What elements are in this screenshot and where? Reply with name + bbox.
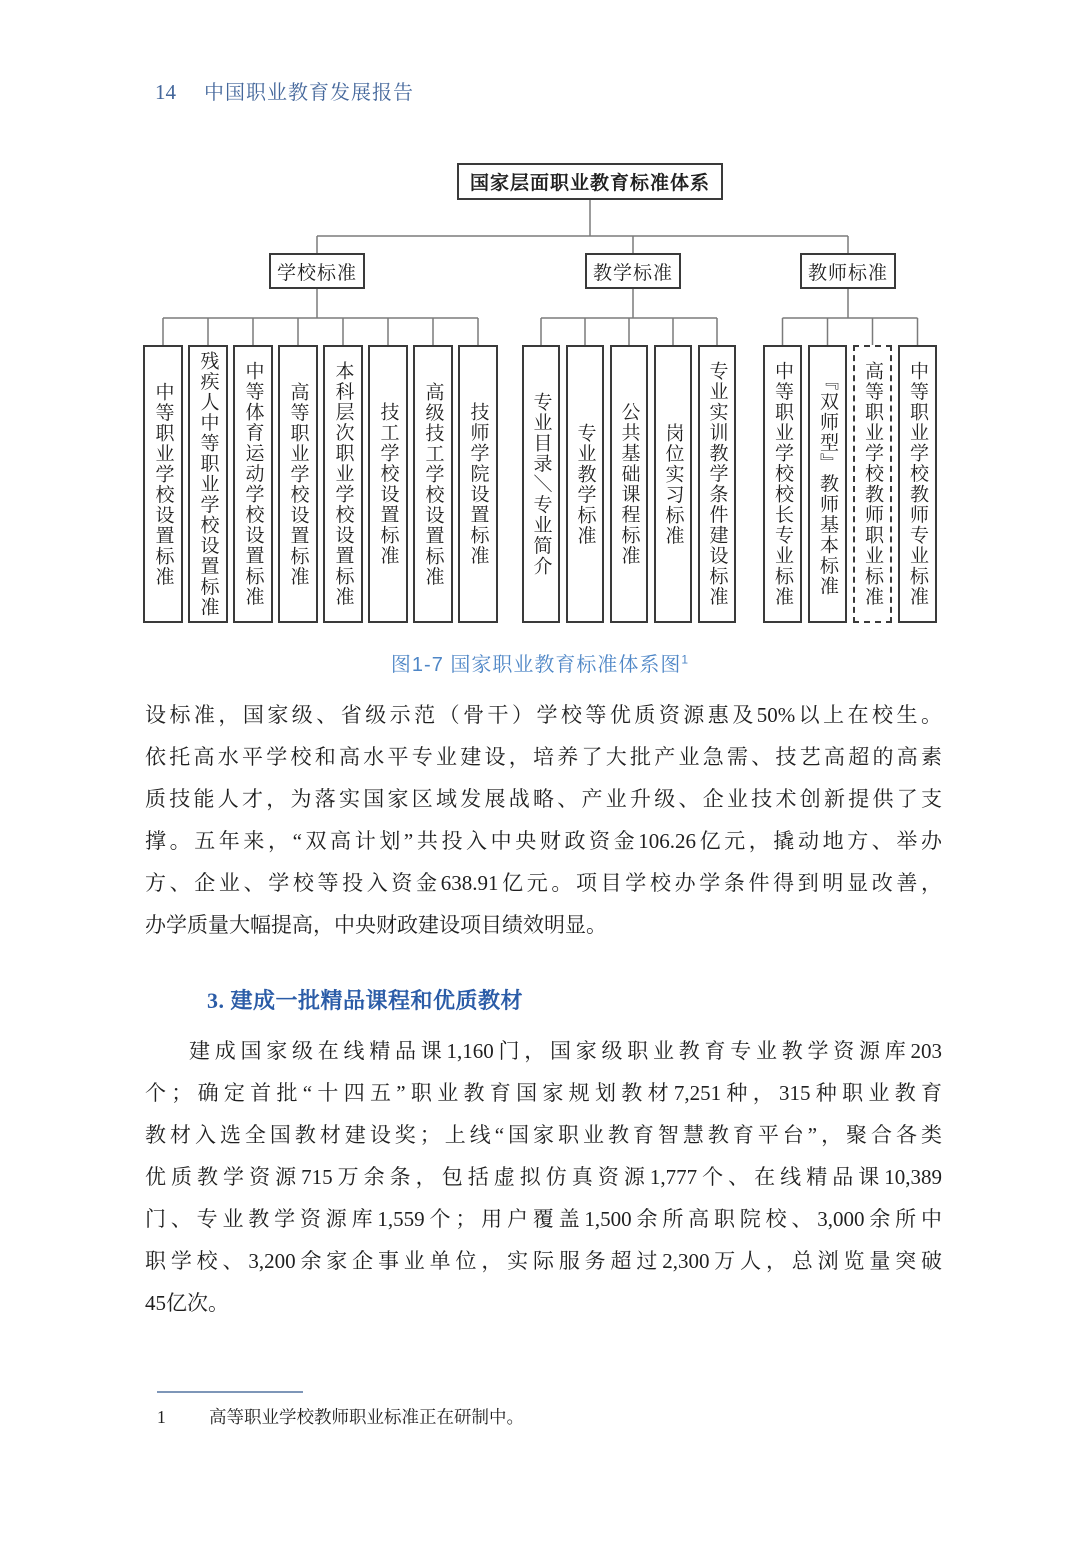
standard-leaf-box: 专业实训教学条件建设标准 bbox=[698, 345, 736, 623]
diagram-node-teaching-standards: 教学标准 bbox=[585, 253, 681, 289]
text-line: 个；确定首批“十四五”职业教育国家规划教材7,251种，315种职业教育 bbox=[145, 1081, 942, 1105]
diagram-root-node: 国家层面职业教育标准体系 bbox=[457, 163, 723, 200]
teaching-standards-group bbox=[522, 345, 736, 623]
teacher-standards-group bbox=[763, 345, 937, 623]
standard-leaf-box: 本科层次职业学校设置标准 bbox=[323, 345, 363, 623]
standard-leaf-box: 高级技工学校设置标准 bbox=[413, 345, 453, 623]
diagram-node-school-standards: 学校标准 bbox=[269, 253, 365, 289]
text-line: 设标准，国家级、省级示范（骨干）学校等优质资源惠及50%以上在校生。 bbox=[145, 703, 942, 727]
figure-caption: 图1-7 国家职业教育标准体系图$^1$ bbox=[390, 652, 690, 676]
paragraph-2 bbox=[145, 1030, 942, 1324]
page-number: 14 bbox=[155, 80, 176, 104]
footnote-rule bbox=[157, 1391, 303, 1393]
footnote-text: 高等职业学校教师职业标准正在研制中。 bbox=[209, 1407, 524, 1427]
report-title: 中国职业教育发展报告 bbox=[204, 82, 414, 104]
section-heading: 3. 建成一批精品课程和优质教材 bbox=[207, 988, 524, 1013]
standard-leaf-box: 岗位实习标准 bbox=[654, 345, 692, 623]
school-standards-group bbox=[143, 345, 498, 623]
standard-leaf-box: 公共基础课程标准 bbox=[610, 345, 648, 623]
standard-leaf-box: 专业目录＼专业简介 bbox=[522, 345, 560, 623]
standard-leaf-box: 技师学院设置标准 bbox=[458, 345, 498, 623]
text-line: 撑。五年来，“双高计划”共投入中央财政资金106.26亿元，撬动地方、举办 bbox=[145, 829, 942, 853]
standard-leaf-box: 高等职业学校教师职业标准 bbox=[853, 345, 892, 623]
standards-system-diagram bbox=[0, 0, 1080, 645]
standard-leaf-box: 中等职业学校设置标准 bbox=[143, 345, 183, 623]
text-line: 教材入选全国教材建设奖；上线“国家职业教育智慧教育平台”，聚合各类 bbox=[145, 1123, 942, 1147]
standard-leaf-box: 『双师型』教师基本标准 bbox=[808, 345, 847, 623]
text-line: 优质教学资源715万余条，包括虚拟仿真资源1,777个、在线精品课10,389 bbox=[145, 1165, 942, 1189]
standard-leaf-box: 中等体育运动学校设置标准 bbox=[233, 345, 273, 623]
standard-leaf-box: 中等职业学校教师专业标准 bbox=[898, 345, 937, 623]
text-line: 建成国家级在线精品课1,160门，国家级职业教育专业教学资源库203 bbox=[189, 1039, 942, 1063]
text-line: 45亿次。 bbox=[145, 1291, 229, 1315]
standard-leaf-box: 技工学校设置标准 bbox=[368, 345, 408, 623]
text-line: 方、企业、学校等投入资金638.91亿元。项目学校办学条件得到明显改善， bbox=[145, 871, 942, 895]
standard-leaf-box: 残疾人中等职业学校设置标准 bbox=[188, 345, 228, 623]
standard-leaf-box: 高等职业学校设置标准 bbox=[278, 345, 318, 623]
footnote-number: 1 bbox=[157, 1407, 166, 1427]
footnote-marker: 1 bbox=[681, 652, 690, 667]
text-line: 依托高水平学校和高水平专业建设，培养了大批产业急需、技艺高超的高素 bbox=[145, 745, 942, 769]
footnote bbox=[157, 1391, 947, 1430]
diagram-node-teacher-standards: 教师标准 bbox=[800, 253, 896, 289]
standard-leaf-box: 专业教学标准 bbox=[566, 345, 604, 623]
paragraph-1 bbox=[145, 694, 942, 946]
standard-leaf-box: 中等职业学校校长专业标准 bbox=[763, 345, 802, 623]
body-text bbox=[145, 694, 942, 1324]
text-line: 职学校、3,200余家企事业单位，实际服务超过2,300万人，总浏览量突破 bbox=[145, 1249, 942, 1273]
text-line: 办学质量大幅提高，中央财政建设项目绩效明显。 bbox=[145, 913, 607, 937]
text-line: 门、专业教学资源库1,559个；用户覆盖1,500余所高职院校、3,000余所中 bbox=[145, 1207, 942, 1231]
text-line: 质技能人才，为落实国家区域发展战略、产业升级、企业技术创新提供了支 bbox=[145, 787, 942, 811]
